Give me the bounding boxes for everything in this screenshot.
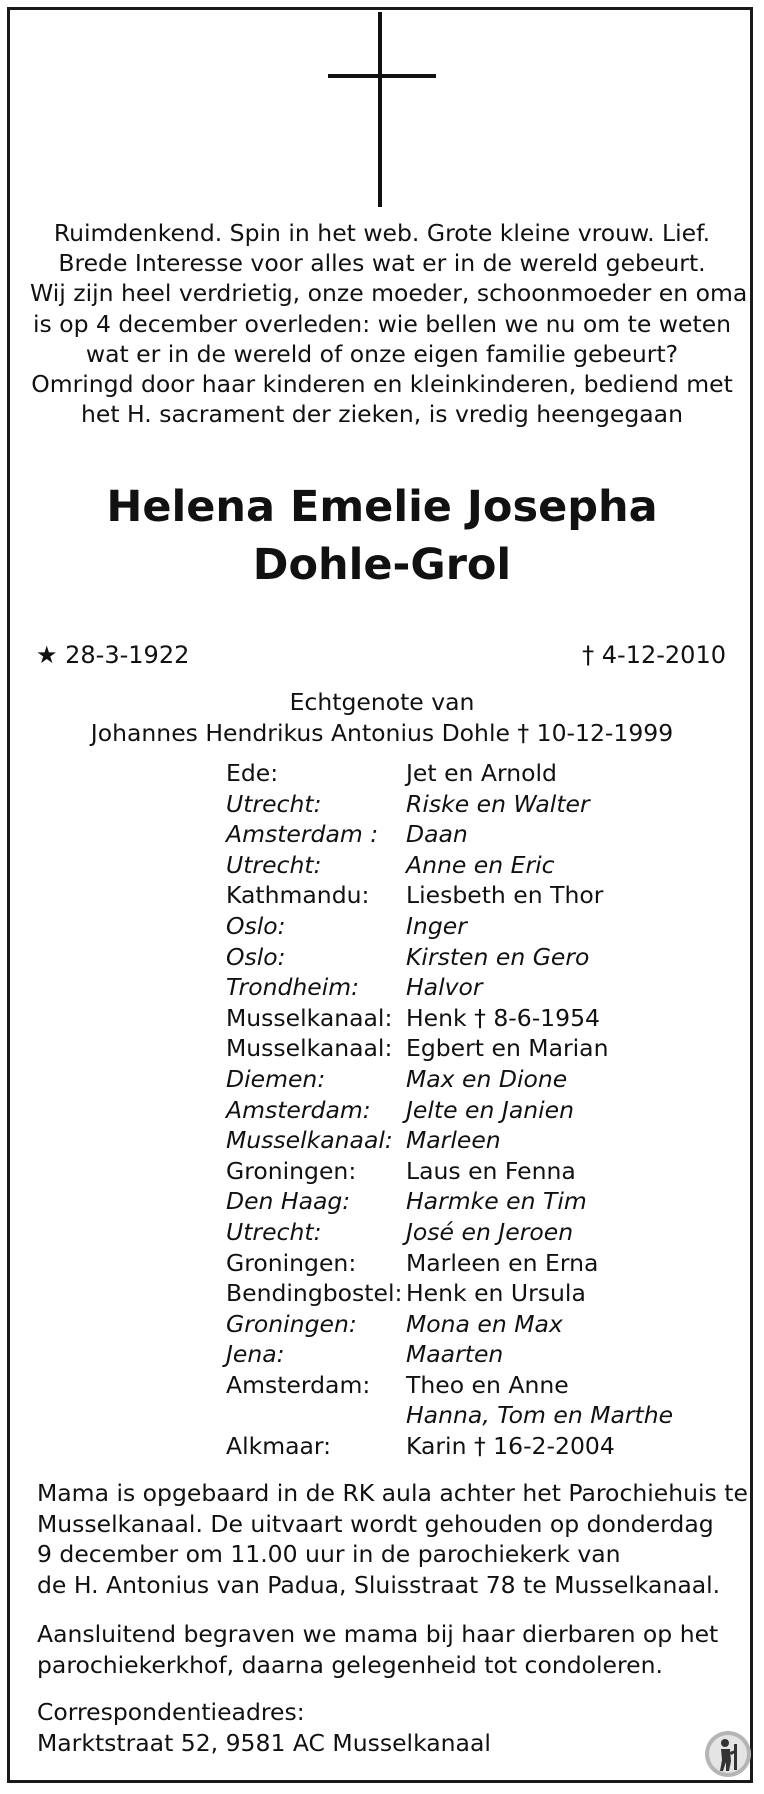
family-place: Groningen: — [226, 1248, 357, 1277]
spouse-name: Johannes Hendrikus Antonius Dohle † 10-12-1999 — [90, 718, 674, 747]
family-row — [226, 1033, 696, 1064]
family-names: Daan — [406, 820, 468, 849]
family-names: Jelte en Janien — [406, 1095, 574, 1124]
family-place: Utrecht: — [226, 789, 322, 818]
family-place: Jena: — [226, 1340, 285, 1369]
family-names: José en Jeroen — [406, 1217, 574, 1246]
funeral-line: 9 december om 11.00 uur in de parochiekerk van — [37, 1540, 621, 1568]
funeral-paragraph — [37, 1478, 748, 1600]
family-row — [226, 758, 696, 789]
family-names: Marleen — [406, 1126, 501, 1155]
family-place: Musselkanaal: — [226, 1003, 393, 1032]
family-row — [226, 1400, 696, 1431]
family-row — [226, 1370, 696, 1401]
family-names: Laus en Fenna — [406, 1156, 576, 1185]
family-place: Oslo: — [226, 911, 286, 940]
family-row — [226, 850, 696, 881]
birth-date: ★ 28-3-1922 — [36, 641, 190, 669]
funeral-line: Mama is opgebaard in de RK aula achter het Parochiehuis te — [37, 1479, 748, 1507]
family-row — [226, 1095, 696, 1126]
family-list — [226, 758, 696, 1462]
funeral-line: de H. Antonius van Padua, Sluisstraat 78 te Musselkanaal. — [37, 1570, 721, 1599]
family-place: Amsterdam: — [226, 1370, 371, 1399]
family-place: Alkmaar: — [226, 1432, 332, 1461]
intro-line: het H. sacrament der zieken, is vredig heengegaan — [81, 400, 683, 429]
family-names: Riske en Walter — [406, 789, 590, 818]
family-row — [226, 1003, 696, 1034]
cross-vertical-bar — [378, 12, 382, 207]
family-place: Groningen: — [226, 1309, 357, 1338]
family-names: Anne en Eric — [406, 850, 555, 879]
family-names: Inger — [406, 911, 467, 940]
family-names: Kirsten en Gero — [406, 942, 590, 971]
family-names: Karin † 16-2-2004 — [406, 1432, 615, 1461]
cross-horizontal-bar — [328, 74, 436, 78]
family-place: Diemen: — [226, 1064, 326, 1093]
family-row — [226, 1339, 696, 1370]
family-row — [226, 1248, 696, 1279]
family-place: Oslo: — [226, 942, 286, 971]
memorial-logo-icon — [704, 1730, 752, 1778]
family-place: Utrecht: — [226, 1217, 322, 1246]
intro-line: Ruimdenkend. Spin in het web. Grote kleine vrouw. Lief. — [53, 219, 711, 247]
intro-line: Omringd door haar kinderen en kleinkinderen, bediend met — [31, 370, 733, 399]
deceased-name-line-1: Helena Emelie Josepha — [106, 482, 658, 532]
family-place: Amsterdam : — [226, 820, 379, 849]
spouse-label: Echtgenote van — [289, 688, 475, 716]
family-place: Kathmandu: — [226, 881, 370, 910]
family-row — [226, 789, 696, 820]
family-row — [226, 1309, 696, 1340]
family-place: Bendingbostel: — [226, 1279, 403, 1308]
family-place: Utrecht: — [226, 850, 322, 879]
spouse-info — [30, 687, 734, 748]
family-names: Halvor — [406, 973, 483, 1002]
family-names: Theo en Anne — [406, 1370, 569, 1399]
family-names: Liesbeth en Thor — [406, 881, 604, 910]
family-names: Max en Dione — [406, 1064, 568, 1093]
family-place: Trondheim: — [226, 973, 360, 1002]
burial-paragraph — [37, 1619, 737, 1680]
death-date: † 4-12-2010 — [582, 641, 726, 669]
family-row — [226, 819, 696, 850]
family-place: Musselkanaal: — [226, 1126, 393, 1155]
family-names: Mona en Max — [406, 1309, 563, 1338]
family-place: Musselkanaal: — [226, 1034, 393, 1063]
deceased-name-line-2: Dohle-Grol — [252, 540, 512, 590]
deceased-name — [30, 478, 734, 594]
family-row — [226, 1064, 696, 1095]
intro-line: wat er in de wereld of onze eigen familie gebeurt? — [85, 339, 679, 368]
burial-line: parochiekerkhof, daarna gelegenheid tot condoleren. — [37, 1650, 663, 1679]
family-row — [226, 1186, 696, 1217]
family-row — [226, 1278, 696, 1309]
family-names: Hanna, Tom en Marthe — [406, 1401, 674, 1430]
family-row — [226, 942, 696, 973]
family-names: Jet en Arnold — [406, 759, 557, 787]
family-place: Groningen: — [226, 1156, 357, 1185]
family-row — [226, 972, 696, 1003]
family-names: Harmke en Tim — [406, 1187, 587, 1216]
family-names: Maarten — [406, 1340, 504, 1369]
family-row — [226, 1125, 696, 1156]
family-place: Amsterdam: — [226, 1095, 371, 1124]
family-row — [226, 911, 696, 942]
family-names: Henk en Ursula — [406, 1279, 586, 1308]
family-names: Henk † 8-6-1954 — [406, 1003, 600, 1032]
intro-line: is op 4 december overleden: wie bellen we nu om te weten — [32, 309, 732, 338]
family-names: Marleen en Erna — [406, 1248, 599, 1277]
family-row — [226, 1217, 696, 1248]
family-row — [226, 880, 696, 911]
family-names: Egbert en Marian — [406, 1034, 609, 1063]
family-place: Den Haag: — [226, 1187, 351, 1216]
family-row — [226, 1156, 696, 1187]
intro-text — [30, 218, 748, 429]
address-paragraph — [37, 1697, 737, 1758]
family-row — [226, 1431, 696, 1462]
burial-line: Aansluitend begraven we mama bij haar dierbaren op het — [37, 1620, 719, 1648]
address-label: Correspondentieadres: — [37, 1698, 305, 1726]
address-value: Marktstraat 52, 9581 AC Musselkanaal — [37, 1728, 491, 1757]
intro-line: Brede Interesse voor alles wat er in de wereld gebeurt. — [58, 249, 706, 278]
family-place: Ede: — [226, 759, 279, 787]
funeral-line: Musselkanaal. De uitvaart wordt gehouden op donderdag — [37, 1509, 714, 1538]
intro-line: Wij zijn heel verdrietig, onze moeder, schoonmoeder en oma — [30, 279, 748, 308]
